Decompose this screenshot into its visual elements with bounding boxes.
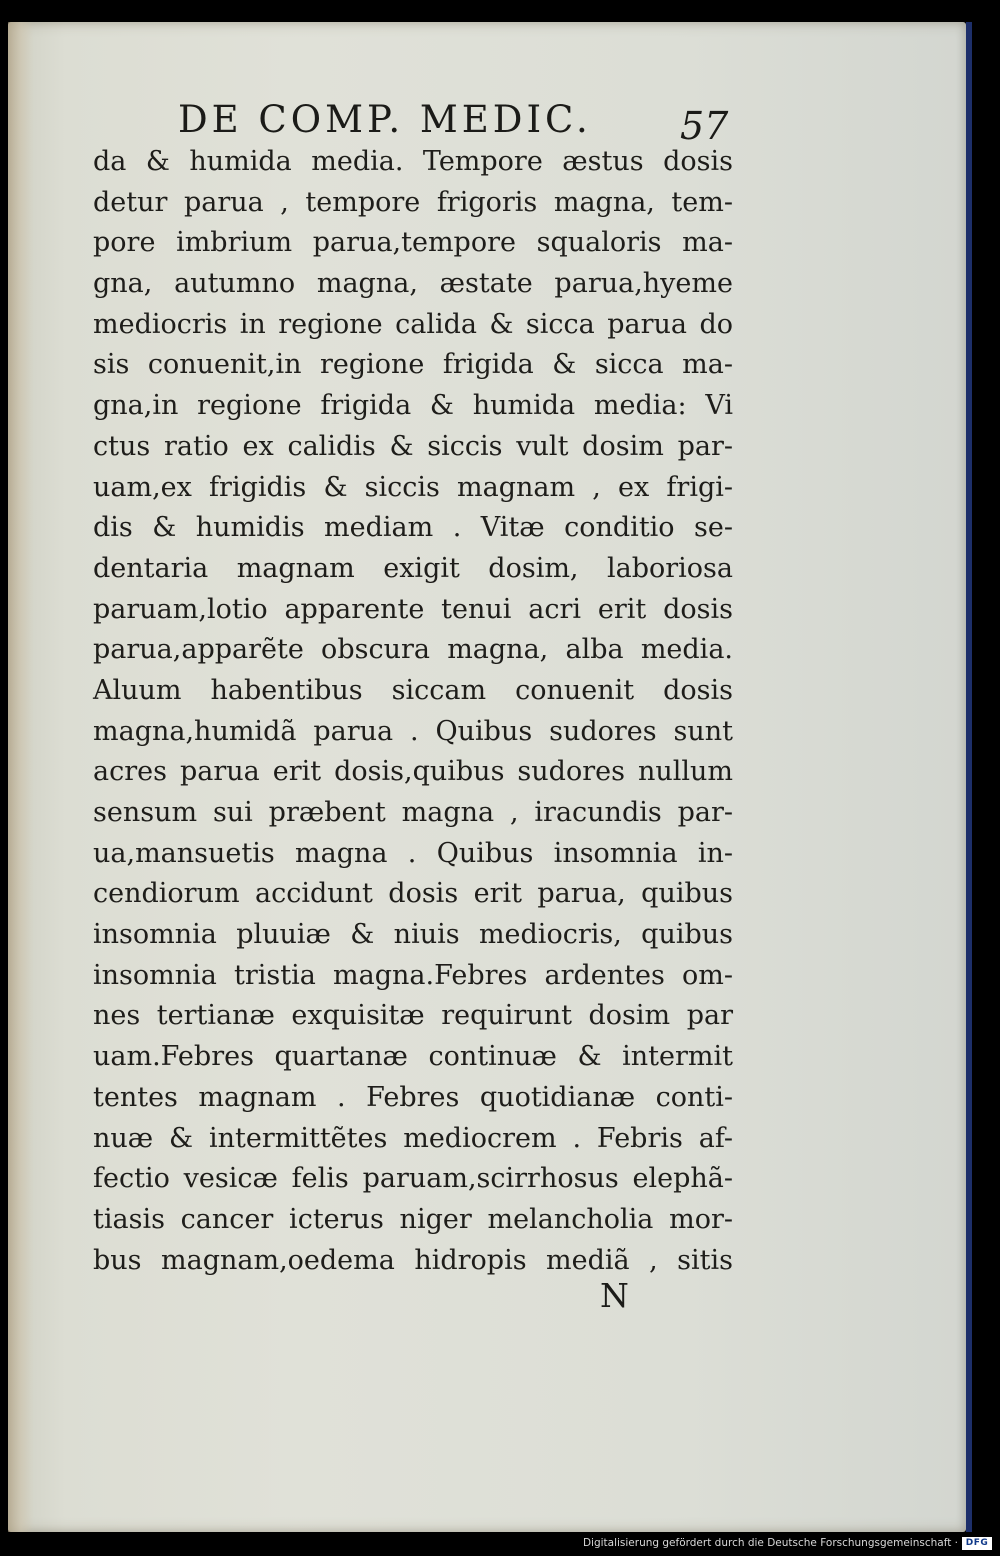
text-line: detur parua , tempore frigoris magna, tem- — [93, 186, 733, 218]
funding-credit: Digitalisierung gefördert durch die Deutsche Forschungsgemeinschaft · — [582, 1537, 958, 1549]
text-line: nes tertianæ exquisitæ requirunt dosim par — [93, 1000, 733, 1032]
text-line: gna,in regione frigida & humida media: Vi — [93, 390, 733, 422]
text-line: gna, autumno magna, æstate parua,hyeme — [93, 268, 733, 300]
text-line: cendiorum accidunt dosis erit parua, quibus — [93, 878, 733, 910]
page-number: 57 — [680, 104, 729, 148]
text-line: uam.Febres quartanæ continuæ & intermit — [93, 1041, 733, 1073]
text-line: dentaria magnam exigit dosim, laboriosa — [93, 552, 733, 584]
running-head: DE COMP. MEDIC. — [178, 98, 592, 141]
text-line: magna,humidã parua . Quibus sudores sunt — [93, 715, 733, 747]
body-text — [93, 142, 733, 1281]
page-gutter-shadow — [8, 22, 34, 1532]
text-line: sis conuenit,in regione frigida & sicca ma- — [93, 349, 733, 381]
text-line: bus magnam,oedema hidropis mediã , sitis — [93, 1244, 733, 1276]
text-line: paruam,lotio apparente tenui acri erit dosis — [93, 593, 733, 625]
text-line: da & humida media. Tempore æstus dosis — [93, 146, 733, 177]
text-line: sensum sui præbent magna , iracundis par- — [93, 797, 733, 828]
text-line: fectio vesicæ felis paruam,scirrhosus elephã- — [93, 1163, 733, 1195]
text-line: ctus ratio ex calidis & siccis vult dosim par- — [93, 430, 733, 462]
footer-bar — [0, 1532, 1000, 1556]
text-line: parua,apparẽte obscura magna, alba media. — [93, 634, 733, 666]
text-line: insomnia tristia magna.Febres ardentes om- — [93, 959, 733, 991]
text-line: ua,mansuetis magna . Quibus insomnia in- — [93, 837, 733, 869]
text-line: acres parua erit dosis,quibus sudores nullum — [93, 756, 733, 788]
text-line: tiasis cancer icterus niger melancholia mor- — [93, 1203, 733, 1235]
text-line: dis & humidis mediam . Vitæ conditio se- — [93, 512, 733, 544]
text-line: uam,ex frigidis & siccis magnam , ex frigi- — [93, 471, 733, 503]
text-line: Aluum habentibus siccam conuenit dosis — [93, 674, 733, 706]
dfg-logo-icon: DFG — [962, 1537, 992, 1550]
text-line: insomnia pluuiæ & niuis mediocris, quibus — [93, 919, 733, 951]
text-line: mediocris in regione calida & sicca parua do — [93, 308, 733, 340]
text-line: tentes magnam . Febres quotidianæ conti- — [93, 1081, 733, 1113]
binding-edge — [966, 22, 972, 1532]
text-line: pore imbrium parua,tempore squaloris ma- — [93, 227, 733, 259]
signature-mark: N — [600, 1276, 629, 1315]
text-line: nuæ & intermittẽtes mediocrem . Febris af- — [93, 1122, 733, 1154]
